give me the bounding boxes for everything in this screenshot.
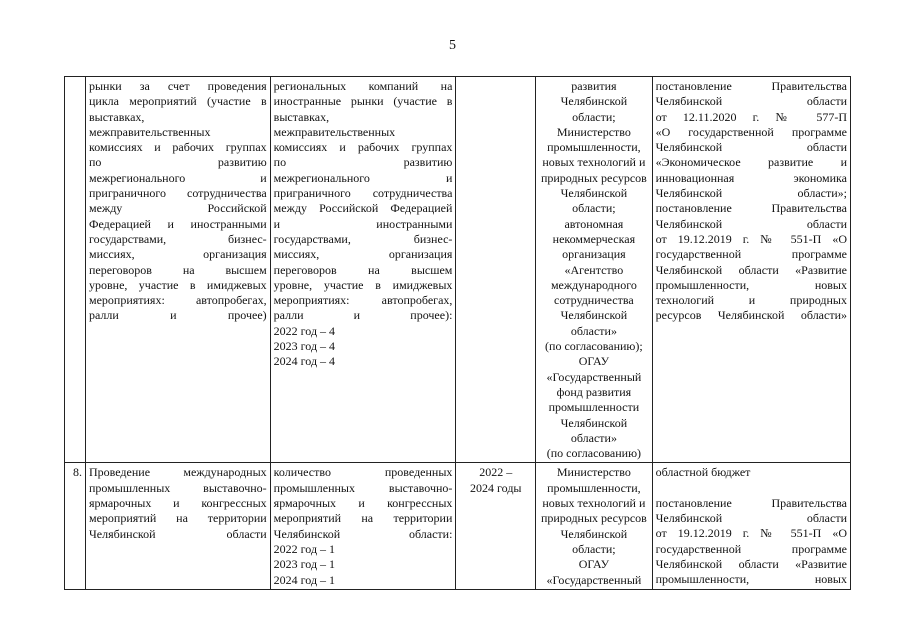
- text-line: ресурсов Челябинской области»: [655, 308, 847, 323]
- indicator-cell: [270, 463, 456, 589]
- text-line: мероприятий на территории: [88, 511, 267, 526]
- text-line: Челябинской области: [655, 216, 847, 231]
- text-line: Челябинской области: [655, 94, 847, 109]
- text-line: переговоров на высшем: [273, 262, 453, 277]
- text-line: цикла мероприятий (участие в: [88, 94, 267, 109]
- executors-cell: [536, 463, 652, 589]
- text-line: иностранные рынки (участие в: [273, 94, 453, 109]
- text-line: природных ресурсов: [540, 511, 647, 526]
- text-line: 2024 годы: [470, 480, 522, 495]
- text-line: от 19.12.2019 г. № 551-П «О: [655, 231, 847, 246]
- row-number-cell: 8.: [65, 463, 86, 589]
- text-line: выставках,: [88, 109, 145, 124]
- text-line: комиссиях и рабочих группах: [273, 140, 453, 155]
- text-line: Челябинской области «Развитие: [655, 262, 847, 277]
- text-line: (по согласованию);: [545, 339, 643, 354]
- text-line: ОГАУ: [578, 557, 610, 572]
- text-line: рынки за счет проведения: [88, 79, 267, 93]
- text-line: мероприятиях: автопробегах,: [88, 293, 267, 308]
- executors-cell: [536, 77, 652, 463]
- text-line: Челябинской области: [655, 511, 847, 526]
- text-line: 2024 год – 4: [273, 354, 336, 369]
- text-line: между Российской Федерацией: [273, 201, 453, 216]
- text-line: межрегионального и: [273, 170, 453, 185]
- text-line: промышленности, новых: [655, 277, 847, 292]
- text-line: Челябинской: [560, 415, 628, 430]
- text-line: количество проведенных: [273, 465, 453, 480]
- text-line: комиссиях и рабочих группах: [88, 140, 267, 155]
- text-line: промышленности, новых: [655, 572, 847, 587]
- event-cell: [85, 77, 270, 463]
- text-line: межправительственных: [88, 124, 211, 139]
- table-row: [65, 463, 851, 589]
- text-line: Челябинской: [560, 308, 628, 323]
- text-line: ярмарочных и конгрессных: [88, 496, 267, 511]
- text-line: Министерство: [556, 124, 631, 139]
- text-line: миссиях, организация: [273, 247, 453, 262]
- text-line: государствами, бизнес-: [273, 231, 453, 246]
- program-table: [64, 76, 851, 590]
- text-line: 2024 год – 1: [273, 572, 336, 587]
- text-line: Челябинской области «Развитие: [655, 556, 847, 571]
- row-number-cell: [65, 77, 86, 463]
- text-line: приграничного сотрудничества: [273, 186, 453, 201]
- text-line: «Агентство: [564, 262, 624, 277]
- text-line: Челябинской: [560, 526, 628, 541]
- funding-source: областной бюджет: [655, 465, 751, 480]
- text-line: сотрудничества: [554, 293, 634, 308]
- text-line: 2022 год – 1: [273, 541, 336, 556]
- text-line: Проведение международных: [88, 465, 267, 480]
- spacer: [656, 481, 847, 496]
- indicator-values: [274, 542, 453, 588]
- text-line: организация: [562, 247, 626, 262]
- text-line: 2022 –: [479, 465, 513, 480]
- indicator-cell: [270, 77, 456, 463]
- text-line: инновационная экономика: [655, 170, 847, 185]
- text-line: межрегионального и: [88, 170, 267, 185]
- text-line: развития: [571, 79, 617, 93]
- text-line: 2023 год – 1: [273, 557, 336, 572]
- period-cell: [456, 77, 536, 463]
- text-line: Челябинской области:: [273, 526, 453, 541]
- funding-cell: [652, 463, 850, 589]
- text-line: постановление Правительства: [655, 201, 847, 216]
- text-line: 2023 год – 4: [273, 339, 336, 354]
- text-line: промышленных выставочно-: [88, 480, 267, 495]
- text-line: (по согласованию): [546, 446, 642, 461]
- text-line: международного: [550, 277, 637, 292]
- text-line: и иностранными: [273, 216, 453, 231]
- text-line: промышленности,: [547, 480, 641, 495]
- text-line: промышленности: [548, 400, 640, 415]
- text-line: Челябинской области: [655, 140, 847, 155]
- text-line: «Экономическое развитие и: [655, 155, 847, 170]
- event-cell: [85, 463, 270, 589]
- text-line: миссиях, организация: [88, 247, 267, 262]
- text-line: постановление Правительства: [655, 495, 847, 510]
- text-line: области»: [570, 323, 617, 338]
- text-line: постановление Правительства: [655, 79, 847, 93]
- text-line: технологий и природных: [655, 293, 847, 308]
- text-line: Челябинской области: [88, 526, 267, 541]
- text-line: «Государственный: [546, 572, 642, 587]
- text-line: выставках,: [273, 109, 330, 124]
- text-line: между Российской: [88, 201, 267, 216]
- text-line: «Государственный: [546, 369, 642, 384]
- text-line: государствами, бизнес-: [88, 231, 267, 246]
- text-line: промышленных выставочно-: [273, 480, 453, 495]
- text-line: государственной программе: [655, 541, 847, 556]
- indicator-values: [274, 324, 453, 370]
- text-line: региональных компаний на: [273, 79, 453, 93]
- text-line: мероприятиях: автопробегах,: [273, 293, 453, 308]
- funding-cell: [652, 77, 850, 463]
- text-line: Челябинской: [560, 186, 628, 201]
- text-line: автономная: [564, 216, 624, 231]
- text-line: новых технологий и: [542, 155, 646, 170]
- text-line: межправительственных: [273, 124, 396, 139]
- text-line: некоммерческая: [552, 231, 636, 246]
- text-line: Министерство: [556, 465, 631, 480]
- text-line: Челябинской области»;: [655, 186, 847, 201]
- funding-text: [656, 496, 847, 588]
- text-line: переговоров на высшем: [88, 262, 267, 277]
- text-line: промышленности,: [547, 140, 641, 155]
- text-line: по развитию: [273, 155, 453, 170]
- text-line: ралли и прочее):: [273, 308, 453, 323]
- text-line: от 12.11.2020 г. № 577-П: [655, 109, 847, 124]
- period-cell: [456, 463, 536, 589]
- text-line: природных ресурсов: [540, 170, 647, 185]
- text-line: от 19.12.2019 г. № 551-П «О: [655, 526, 847, 541]
- table-row: [65, 77, 851, 463]
- text-line: фонд развития: [556, 384, 632, 399]
- text-line: по развитию: [88, 155, 267, 170]
- text-line: мероприятий на территории: [273, 511, 453, 526]
- text-line: приграничного сотрудничества: [88, 186, 267, 201]
- text-line: области;: [572, 109, 616, 124]
- indicator-text: [274, 79, 453, 324]
- text-line: 2022 год – 4: [273, 323, 336, 338]
- text-line: ОГАУ: [578, 354, 610, 369]
- text-line: области»: [570, 430, 617, 445]
- text-line: «О государственной программе: [655, 124, 847, 139]
- text-line: области;: [572, 201, 616, 216]
- page-number: 5: [449, 38, 456, 53]
- text-line: Челябинской: [560, 94, 628, 109]
- text-line: уровне, участие в имиджевых: [273, 277, 453, 292]
- text-line: области;: [572, 541, 616, 556]
- text-line: новых технологий и: [542, 496, 646, 511]
- text-line: государственной программе: [655, 247, 847, 262]
- text-line: ярмарочных и конгрессных: [273, 496, 453, 511]
- text-line: Федерацией и иностранными: [88, 216, 267, 231]
- indicator-text: [274, 465, 453, 541]
- text-line: уровне, участие в имиджевых: [88, 277, 267, 292]
- text-line: ралли и прочее): [88, 308, 267, 323]
